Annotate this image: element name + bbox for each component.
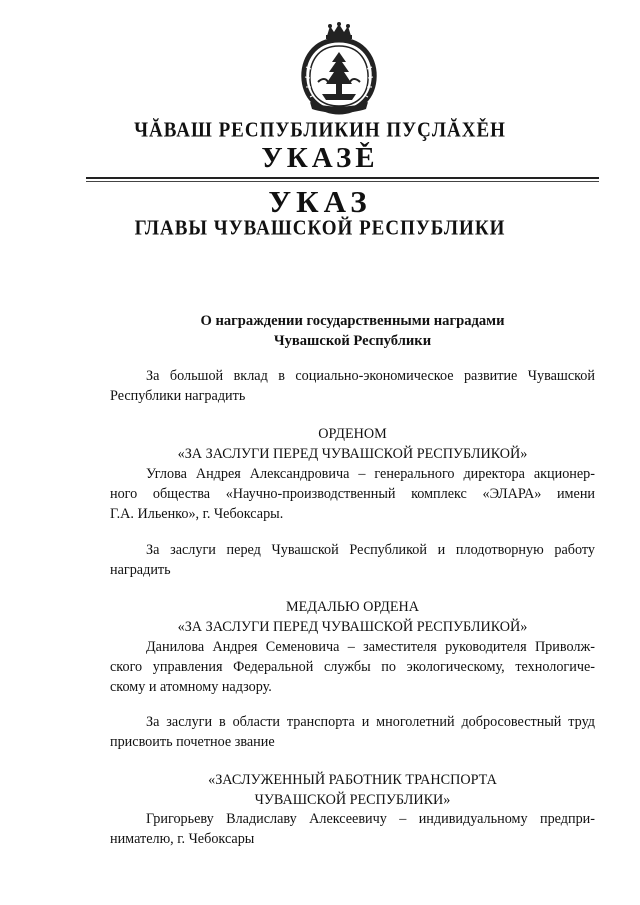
section3-person-line2: нимателю, г. Чебоксары [110, 831, 255, 847]
glavy-subtitle: ГЛАВЫ ЧУВАШСКОЙ РЕСПУБЛИКИ [134, 216, 506, 241]
section1-person-line1: Углова Андрея Александровича – генерального директора акционер- [146, 466, 595, 482]
section3-award-line2: ЧУВАШСКОЙ РЕСПУБЛИКИ» [254, 792, 451, 808]
header-divider-thin [86, 181, 599, 182]
section3-intro-line1: За заслуги в области транспорта и многолетний добросовестный труд [146, 714, 595, 730]
section3-award-line1: «ЗАСЛУЖЕННЫЙ РАБОТНИК ТРАНСПОРТА [208, 772, 497, 788]
section1-award-line2: «ЗА ЗАСЛУГИ ПЕРЕД ЧУВАШСКОЙ РЕСПУБЛИКОЙ» [177, 446, 528, 462]
section1-intro [110, 366, 595, 406]
header-divider-thick [86, 177, 599, 179]
section2-intro-line1: За заслуги перед Чувашской Республикой и плодотворную работу [146, 542, 595, 558]
section1-award [110, 424, 595, 464]
section3-intro-line2: присвоить почетное звание [110, 734, 275, 750]
decree-title-line1: О награждении государственными наградами [200, 313, 505, 329]
section2-person-line1: Данилова Андрея Семеновича – заместителя руководителя Приволж- [146, 639, 595, 655]
chuvash-ukaze-title: УКАЗĚ [261, 142, 379, 174]
section1-award-line1: ОРДЕНОМ [318, 426, 387, 442]
section1-intro-line1: За большой вклад в социально-экономическое развитие Чувашской [146, 368, 595, 384]
section2-award [110, 597, 595, 637]
section2-award-line1: МЕДАЛЬЮ ОРДЕНА [285, 599, 419, 615]
ukaz-title: УКАЗ [268, 184, 372, 219]
section1-person-line3: Г.А. Ильенко», г. Чебоксары. [110, 506, 284, 522]
section2-person-line3: скому и атомному надзору. [110, 679, 272, 695]
chuvash-coat-of-arms-icon [296, 22, 382, 116]
decree-title [110, 311, 595, 351]
decree-title-line2: Чувашской Республики [273, 333, 432, 349]
section3-award [110, 770, 595, 810]
section2-award-line2: «ЗА ЗАСЛУГИ ПЕРЕД ЧУВАШСКОЙ РЕСПУБЛИКОЙ» [177, 619, 528, 635]
section2-intro-line2: наградить [110, 562, 171, 578]
section3-intro [110, 712, 595, 752]
section2-intro [110, 540, 595, 580]
chuvash-header-line: ЧĂВАШ РЕСПУБЛИКИН ПУÇЛĂХĚН [134, 118, 506, 143]
section1-person [110, 464, 595, 524]
section3-person [110, 809, 595, 849]
section1-intro-line2: Республики наградить [110, 388, 246, 404]
section2-person [110, 637, 595, 697]
section1-person-line2: ного общества «Научно-производственный комплекс «ЭЛАРА» имени [110, 486, 595, 502]
section3-person-line1: Григорьеву Владиславу Алексеевичу – индивидуальному предпри- [146, 811, 595, 827]
section2-person-line2: ского управления Федеральной службы по экологическому, технологиче- [110, 659, 595, 675]
